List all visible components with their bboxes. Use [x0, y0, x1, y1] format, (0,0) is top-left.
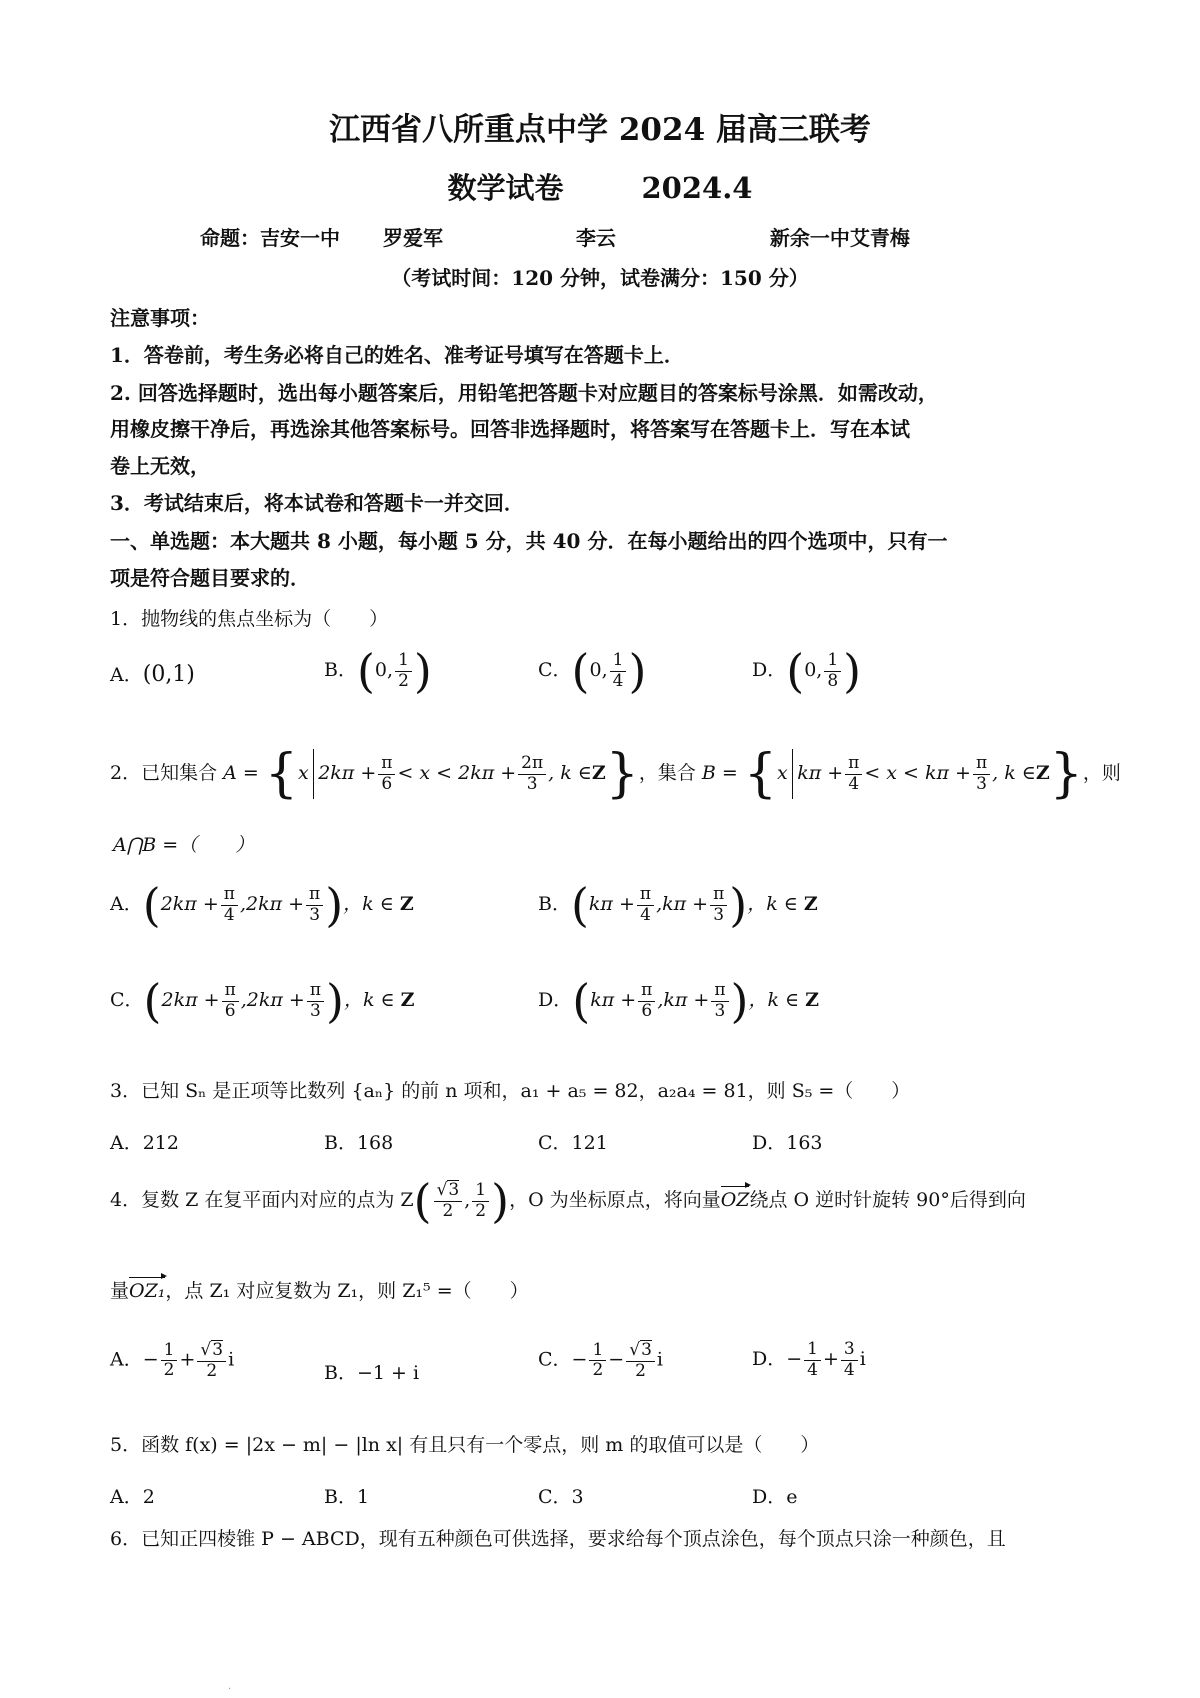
q5-option-c: C．3	[538, 1486, 584, 1508]
exam-title: 江西省八所重点中学 2024 届高三联考	[329, 112, 871, 148]
note-2-line-1: 2. 回答选择题时，选出每小题答案后，用铅笔把答题卡对应题目的答案标号涂黑．如需改动，	[110, 381, 938, 405]
question-1-stem: 1．抛物线的焦点坐标为（ ）	[110, 608, 389, 630]
q1-option-c: C．(0, $\frac{1}{4}$ )	[538, 644, 647, 698]
q1-option-b: B．(0, $\frac{1}{2}$ )	[324, 644, 432, 698]
q4-option-d: D．− $\frac{1}{4}$ + $\frac{3}{4}$ i	[752, 1339, 866, 1380]
exam-time-info: （考试时间：120 分钟，试卷满分：150 分）	[391, 266, 809, 290]
q2-option-b: B．(kπ + $\frac{\pi}{4}$ ,kπ + $\frac{\pi}{3}$ )，k ∈ Z	[538, 878, 818, 932]
authors-line	[200, 222, 910, 251]
note-3: 3．考试结束后，将本试卷和答题卡一并交回．	[110, 491, 524, 515]
question-4-line-2: 量OZ₁，点 Z₁ 对应复数为 Z₁，则 Z₁⁵ =（ ）	[110, 1280, 529, 1302]
q4-option-c: C．− $\frac{1}{2}$ − $\frac{√3}{2}$ i	[538, 1339, 663, 1381]
author-2: 李云	[575, 226, 616, 250]
q3-option-d: D．163	[752, 1132, 823, 1154]
q3-option-a: A．212	[110, 1132, 179, 1154]
author-1: 罗爱军	[382, 226, 443, 250]
section-1-line-1: 一、单选题：本大题共 8 小题，每小题 5 分，共 40 分．在每小题给出的四个选项中，只有一	[110, 529, 948, 553]
question-5-stem: 5．函数 f(x) = |2x − m| − |ln x| 有且只有一个零点，则 m 的取值可以是（ ）	[110, 1434, 820, 1456]
notes-heading: 注意事项：	[110, 306, 210, 330]
q1-option-d: D．(0, $\frac{1}{8}$ )	[752, 644, 862, 698]
note-2-line-3: 卷上无效，	[110, 454, 210, 478]
q4-option-b: B．−1 + i	[324, 1362, 420, 1384]
question-3-stem: 3．已知 Sₙ 是正项等比数列 {aₙ} 的前 n 项和，a₁ + a₅ = 82，a₂a₄ = 81，则 S₅ =（ ）	[110, 1080, 911, 1102]
exam-date: 2024.4	[641, 171, 753, 205]
q2-option-a: A．(2kπ + $\frac{\pi}{4}$ ,2kπ + $\frac{\pi}{3}$ )，k ∈ Z	[110, 878, 414, 932]
q5-option-b: B．1	[324, 1486, 370, 1508]
q4-option-a: A．− $\frac{1}{2}$ + $\frac{√3}{2}$ i	[110, 1339, 235, 1381]
subject-name: 数学试卷	[447, 171, 564, 205]
exam-subtitle	[0, 166, 1200, 207]
question-6-stem: 6．已知正四棱锥 P − ABCD，现有五种颜色可供选择，要求给每个顶点涂色，每个顶点只涂一种颜色，且	[110, 1528, 1006, 1550]
author-3: 新余一中艾青梅	[769, 226, 910, 250]
q5-option-d: D．e	[752, 1486, 798, 1508]
note-2-line-2: 用橡皮擦干净后，再选涂其他答案标号。回答非选择题时，将答案写在答题卡上．写在本试	[110, 417, 910, 441]
question-4-stem: 4．复数 Z 在复平面内对应的点为 Z( $\frac{√3}{2}$ , $\frac{1}{2}$ )，O 为坐标原点，将向量OZ绕点 O 逆时针旋转 90°后得到向	[110, 1174, 1026, 1228]
q1-option-a: A．(0,1)	[110, 662, 195, 687]
note-1: 1．答卷前，考生务必将自己的姓名、准考证号填写在答题卡上．	[110, 343, 684, 367]
q3-option-b: B．168	[324, 1132, 394, 1154]
q3-option-c: C．121	[538, 1132, 608, 1154]
footer-dot: ·	[228, 1684, 232, 1695]
q2-option-c: C．(2kπ + $\frac{\pi}{6}$ ,2kπ + $\frac{\pi}{3}$ )，k ∈ Z	[110, 974, 415, 1028]
q5-option-a: A．2	[110, 1486, 155, 1508]
question-2-stem: 2．已知集合 A = {x 2kπ + $\frac{\pi}{6}$ < x < 2kπ + $\frac{2\pi}{3}$ , k ∈Z}，集合 B = {x kπ + $\frac{\pi}{4}$ < x < kπ + $\frac{\pi}{3}$ , k ∈Z}，则	[110, 744, 1121, 804]
section-1-line-2: 项是符合题目要求的．	[110, 566, 310, 590]
question-2-line-2: A⋂B =（ ）	[113, 834, 255, 856]
author-label: 命题：吉安一中	[200, 226, 340, 250]
q2-option-d: D．(kπ + $\frac{\pi}{6}$ ,kπ + $\frac{\pi}{3}$ )，k ∈ Z	[538, 974, 820, 1028]
